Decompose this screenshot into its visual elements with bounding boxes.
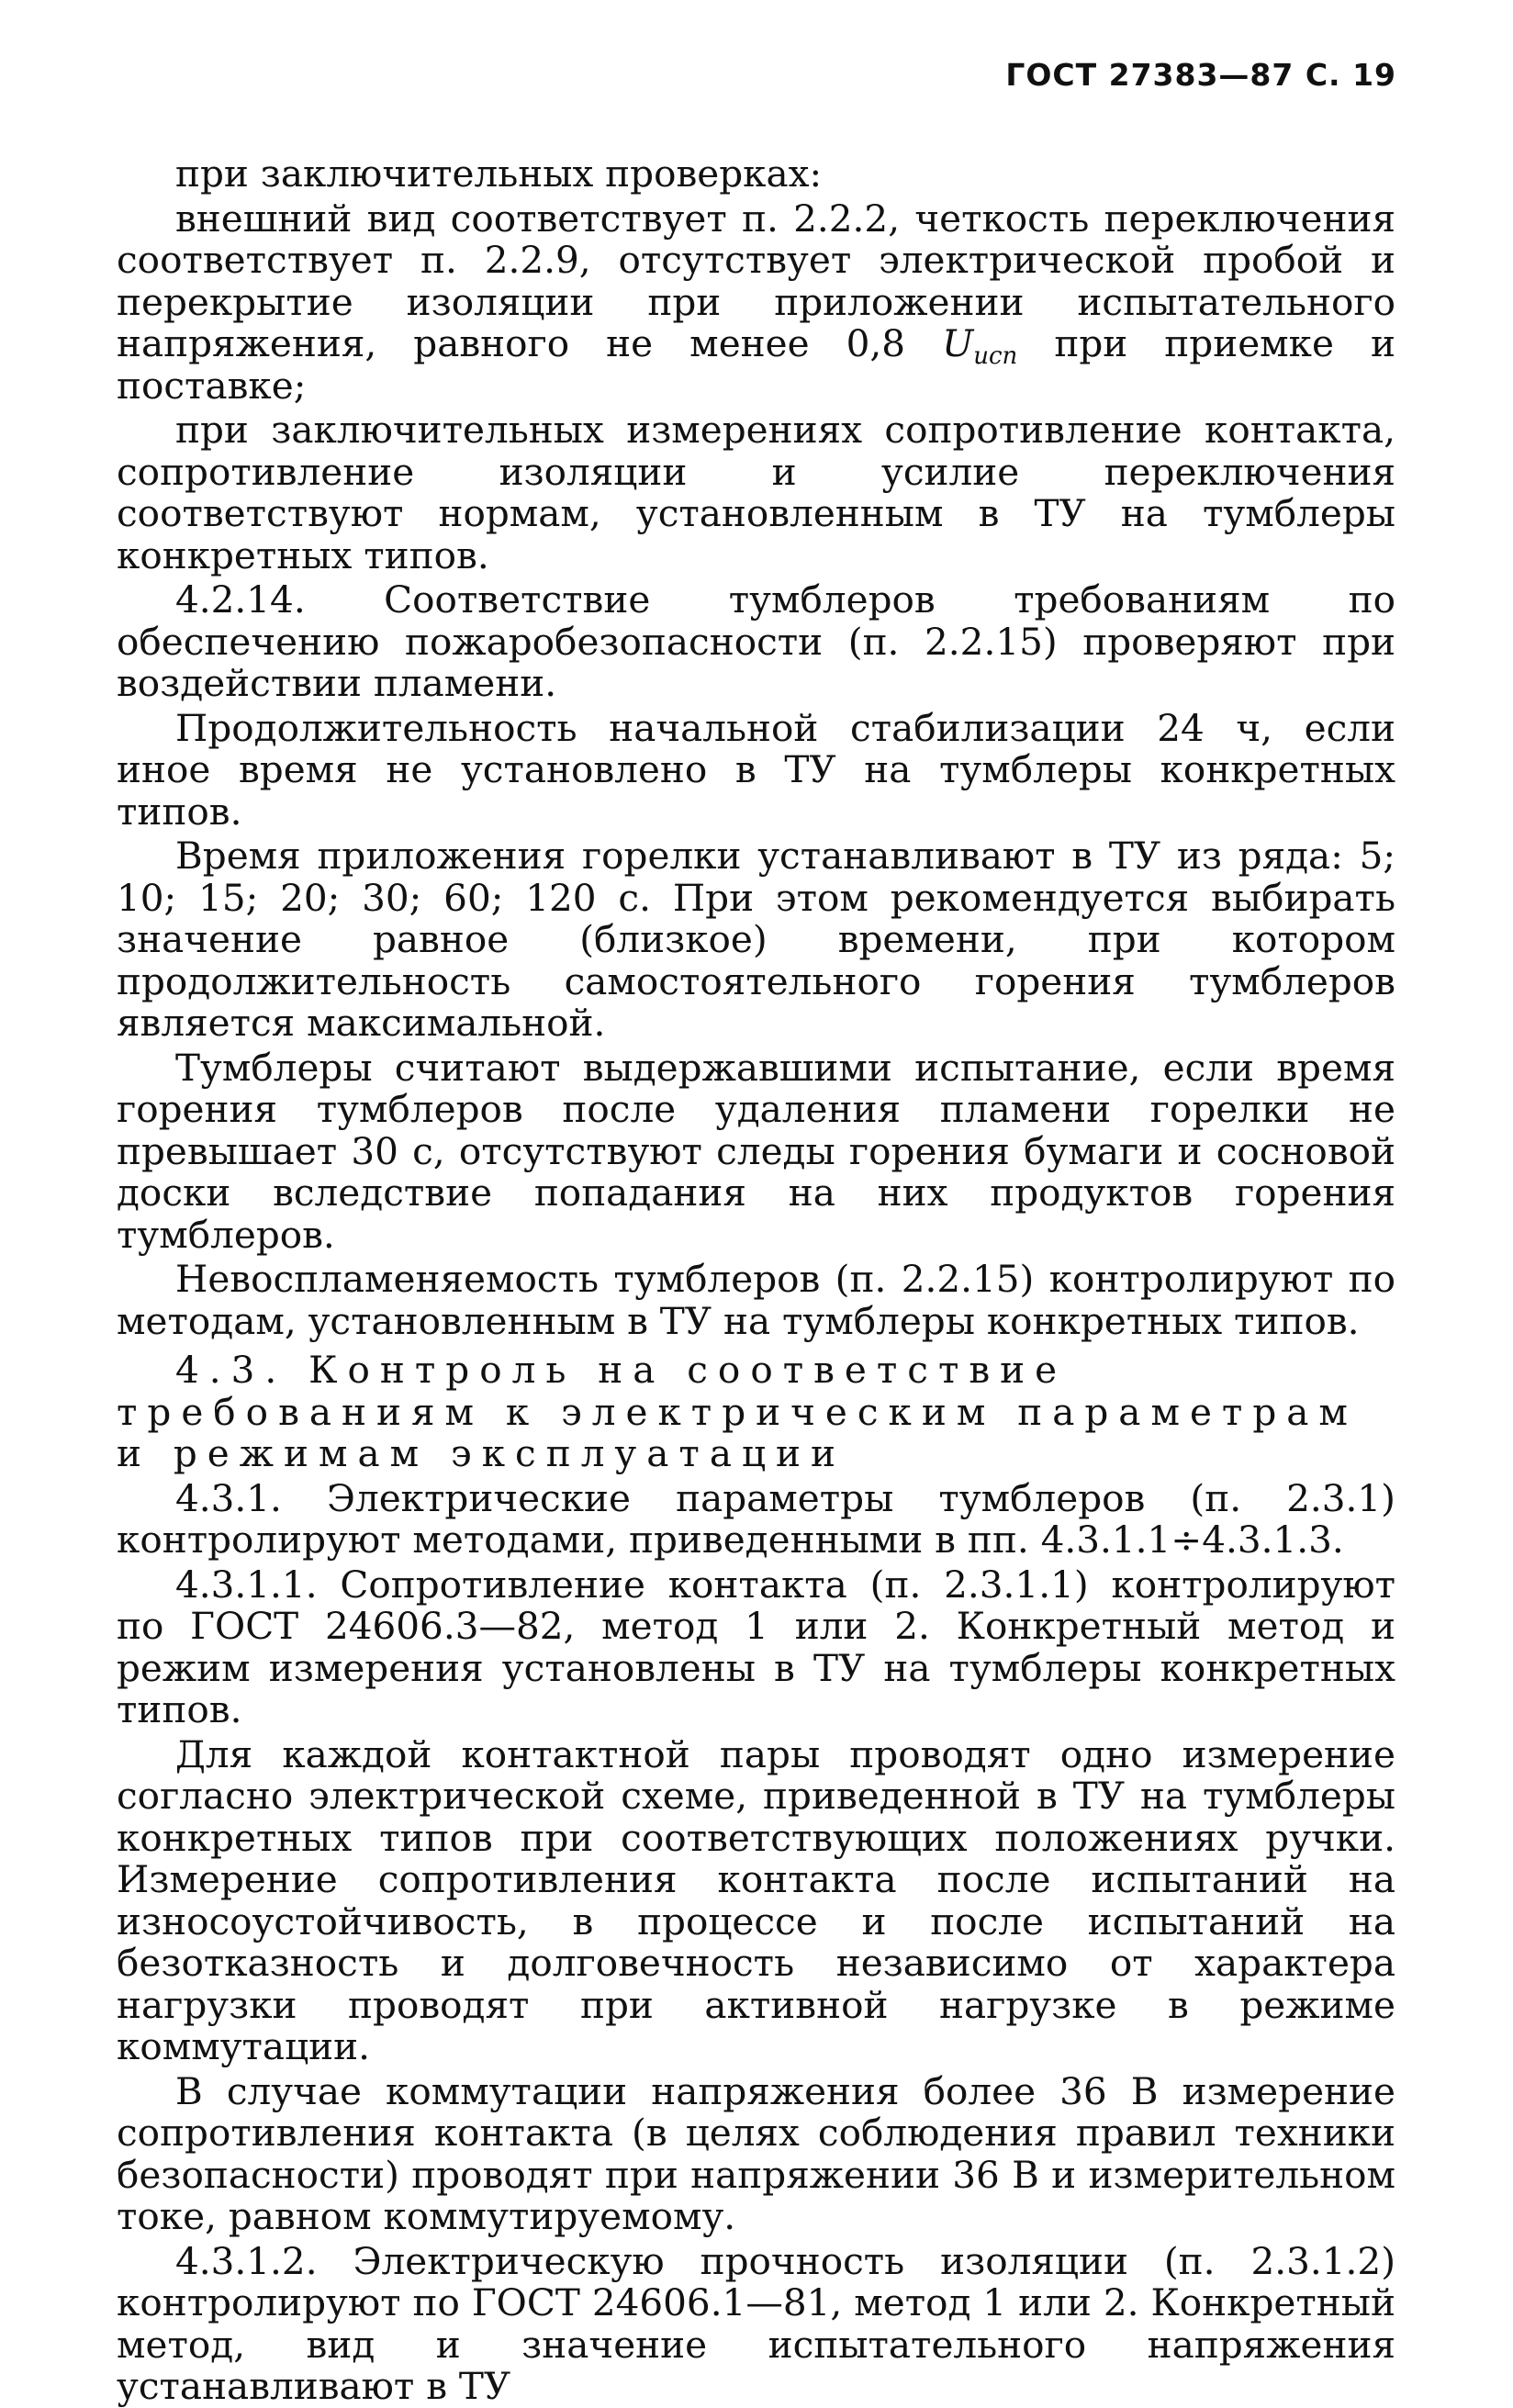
paragraph: Продолжительность начальной стабилизации 24 ч, если иное время не установлено в ТУ на тумблеры конкретных типов. (117, 705, 1395, 834)
paragraph: 4.3.1.2. Электрическую прочность изоляции (п. 2.3.1.2) контролируют по ГОСТ 24606.1—81, метод 1 или 2. Конкретный метод, вид и значение испытательного напряжения устанавливают в ТУ (117, 2238, 1395, 2408)
paragraph: при заключительных измерениях сопротивление контакта, сопротивление изоляции и усилие переключения соответствуют нормам, установленным в ТУ на тумблеры конкретных типов. (117, 408, 1395, 577)
text-run: при приемке и поставке; (117, 321, 1395, 408)
paragraph: Тумблеры считают выдержавшими испытание, если время горения тумблеров после удаления пламени горелки не превышает 30 с, отсутствуют следы горения бумаги и сосновой доски вследствие попадания на них продуктов горения тумблеров. (117, 1045, 1395, 1257)
paragraph: Для каждой контактной пары проводят одно измерение согласно электрической схеме, приведенной в ТУ на тумблеры конкретных типов при соответствующих положениях ручки. Измерение сопротивления контакта после испытаний на износоустойчивость, в процессе и после испытаний на безотказность и долговечность независимо от характера нагрузки проводят при активной нагрузке в режиме коммутации. (117, 1731, 1395, 2068)
paragraph (117, 198, 1395, 408)
paragraph: 4.3.1.1. Сопротивление контакта (п. 2.3.1.1) контролируют по ГОСТ 24606.3—82, метод 1 или 2. Конкретный метод и режим измерения установлены в ТУ на тумблеры конкретных типов. (117, 1562, 1395, 1731)
body-text (117, 153, 1395, 2408)
section-heading: 4.3. Контроль на соответствие требованиям к электрическим параметрам и режимам эксплуатации (117, 1348, 1358, 1475)
paragraph: 4.3.1. Электрические параметры тумблеров (п. 2.3.1) контролируют методами, приведенными в пп. 4.3.1.1÷4.3.1.3. (117, 1475, 1395, 1562)
paragraph: В случае коммутации напряжения более 36 В измерение сопротивления контакта (в целях соблюдения правил техники безопасности) проводят при напряжении 36 В и измерительном токе, равном коммутируемому. (117, 2068, 1395, 2238)
voltage-subscript: исп (973, 342, 1018, 370)
paragraph: Время приложения горелки устанавливают в ТУ из ряда: 5; 10; 15; 20; 30; 60; 120 с. При этом рекомендуется выбирать значение равное (близкое) времени, при котором продолжительность самостоятельного горения тумблеров является максимальной. (117, 834, 1395, 1045)
paragraph: 4.2.14. Соответствие тумблеров требованиям по обеспечению пожаробезопасности (п. 2.2.15) проверяют при воздействии пламени. (117, 577, 1395, 705)
running-head: ГОСТ 27383—87 С. 19 (1005, 57, 1396, 93)
text-run: внешний вид соответствует п. 2.2.2, четкость переключения соответствует п. 2.2.9, отсутствует электрической пробой и перекрытие изоляции при приложении испытательного напряжения, равного не менее 0,8 (117, 196, 1395, 365)
paragraph: при заключительных проверках: (175, 151, 823, 196)
paragraph: Невоспламеняемость тумблеров (п. 2.2.15) контролируют по методам, установленным в ТУ на тумблеры конкретных типов. (117, 1257, 1395, 1343)
voltage-symbol: U (942, 321, 974, 365)
